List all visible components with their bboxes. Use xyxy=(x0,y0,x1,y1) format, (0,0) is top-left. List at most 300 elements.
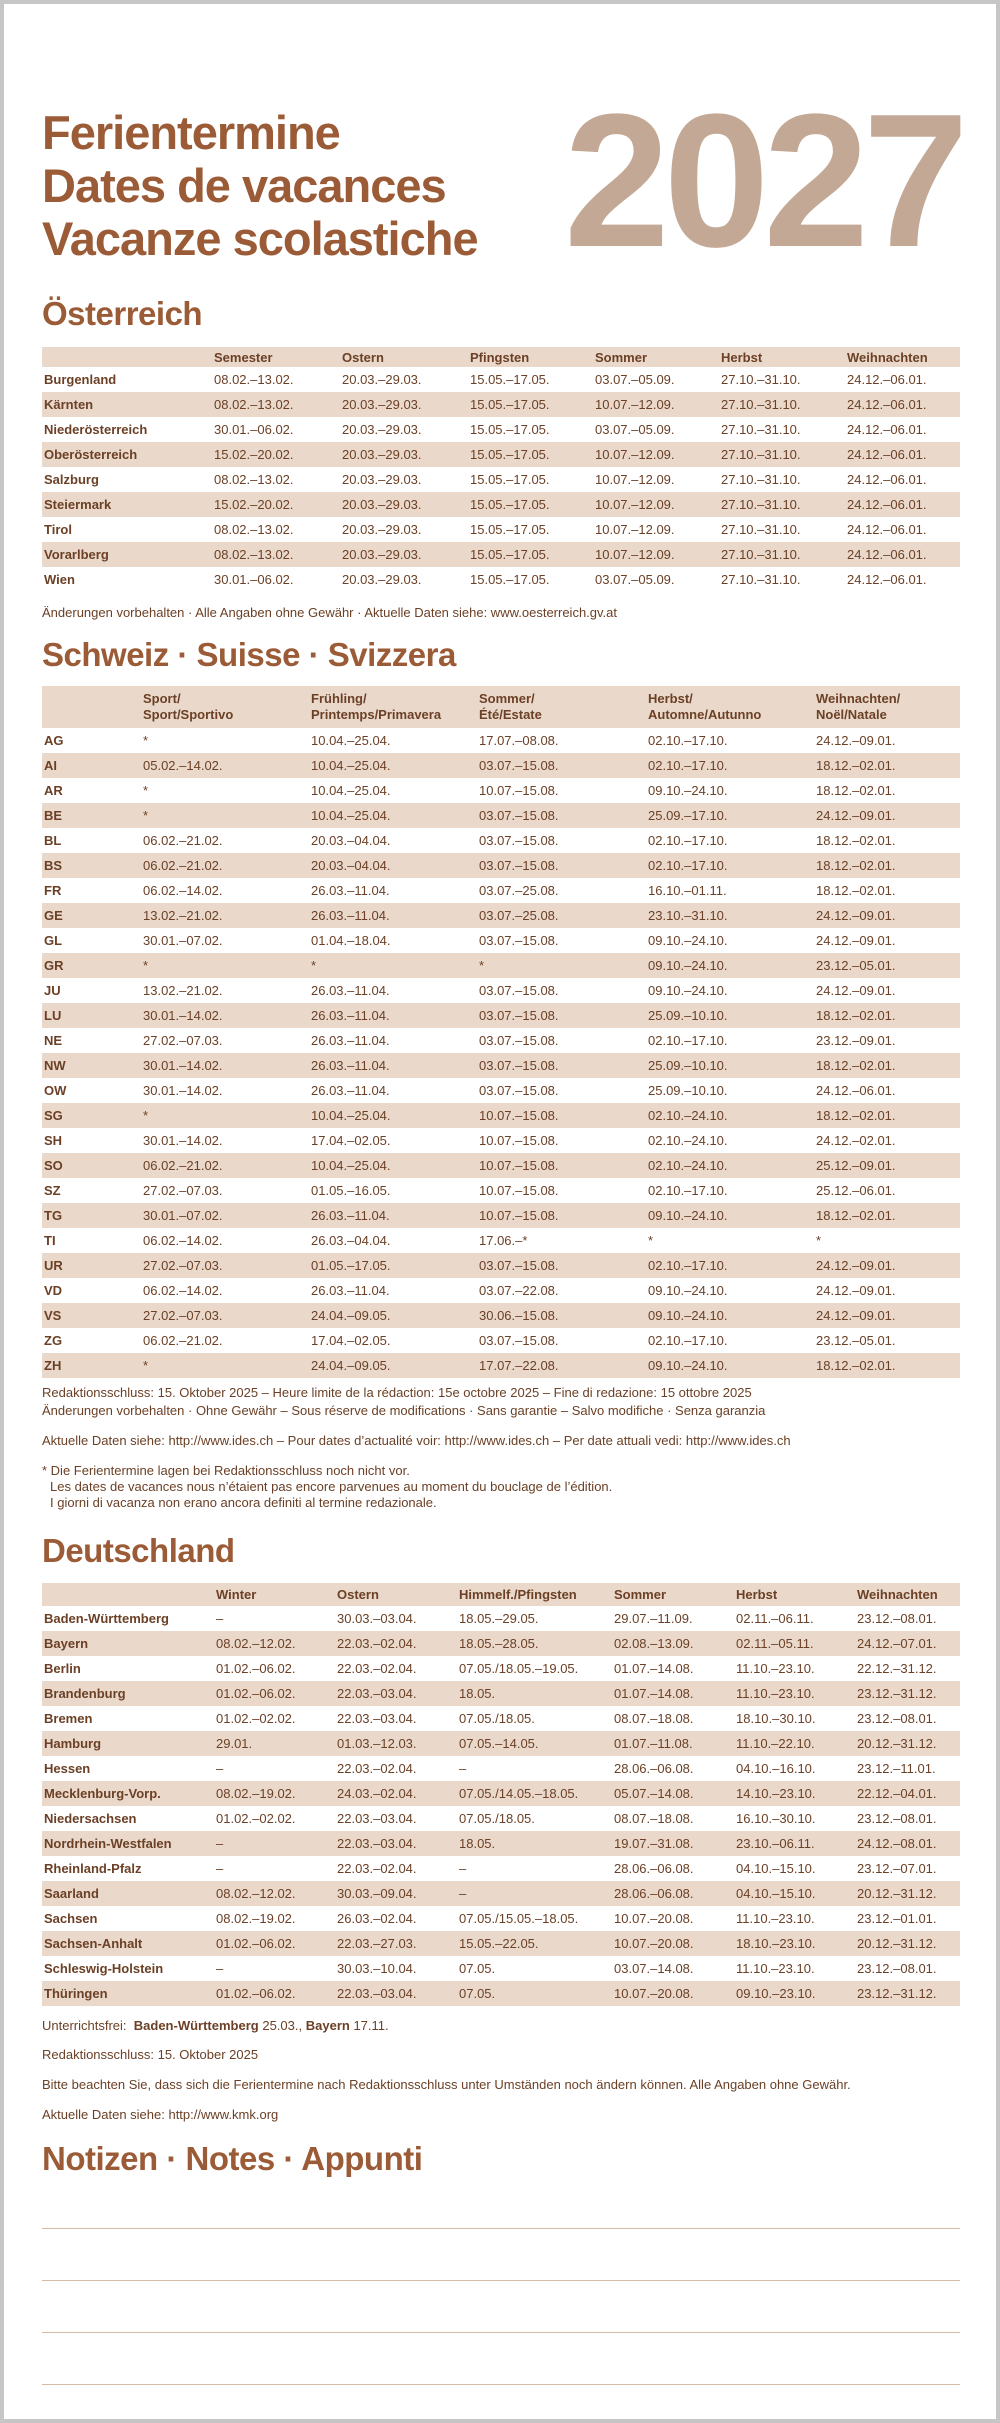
table-row xyxy=(42,1028,960,1053)
column-header-line: Sport/Sportivo xyxy=(143,707,234,722)
table-row xyxy=(42,978,960,1003)
date-cell: 03.07.–15.08. xyxy=(477,1003,646,1028)
date-cell: 11.10.–22.10. xyxy=(734,1731,855,1756)
column-header xyxy=(42,1583,214,1606)
table-row xyxy=(42,1178,960,1203)
date-cell: 26.03.–11.04. xyxy=(311,1283,390,1298)
date-cell: 03.07.–15.08. xyxy=(477,803,646,828)
region-name: BE xyxy=(42,803,141,828)
date-cell: 23.10.–31.10. xyxy=(646,903,814,928)
table-row xyxy=(42,928,960,953)
switzerland-note-deadline: Redaktionsschluss: 15. Oktober 2025 – Heure limite de la rédaction: 15e octobre 2025 – Fine di redazione: 15 ottobre 2025 xyxy=(42,1385,752,1400)
column-header-line: Été/Estate xyxy=(479,707,542,722)
date-cell: 25.09.–10.10. xyxy=(646,1053,814,1078)
table-row xyxy=(42,778,960,803)
date-cell: 27.10.–31.10. xyxy=(719,392,845,417)
table-header-row xyxy=(42,347,960,367)
date-cell: 10.04.–25.04. xyxy=(309,1103,477,1128)
date-cell: 27.02.–07.03. xyxy=(143,1183,223,1198)
date-cell: 07.05./18.05. xyxy=(459,1811,535,1826)
date-cell: 03.07.–05.09. xyxy=(595,422,675,437)
date-cell: 24.12.–09.01. xyxy=(814,1303,960,1328)
date-cell: 18.12.–02.01. xyxy=(816,833,896,848)
date-cell: 15.05.–17.05. xyxy=(468,442,593,467)
date-cell: 04.10.–15.10. xyxy=(734,1881,855,1906)
date-cell: 09.10.–24.10. xyxy=(648,783,728,798)
region-name: SH xyxy=(44,1133,63,1148)
date-cell: 28.06.–06.08. xyxy=(614,1861,694,1876)
date-cell: 03.07.–15.08. xyxy=(479,1333,559,1348)
column-header-line: Sommer/ xyxy=(479,691,535,706)
date-cell: 08.02.–13.02. xyxy=(214,372,294,387)
date-cell: 23.10.–06.11. xyxy=(734,1831,855,1856)
date-cell: 06.02.–21.02. xyxy=(141,1153,309,1178)
region-name: Berlin xyxy=(44,1661,81,1676)
date-cell: 01.04.–18.04. xyxy=(311,933,391,948)
calendar-page xyxy=(4,4,996,2419)
date-cell: 29.01. xyxy=(214,1731,335,1756)
date-cell: 18.12.–02.01. xyxy=(816,883,896,898)
germany-source: Aktuelle Daten siehe: http://www.kmk.org xyxy=(42,2107,279,2122)
date-cell: 24.12.–06.01. xyxy=(845,492,960,517)
date-cell: 09.10.–23.10. xyxy=(734,1981,855,2006)
date-cell: 24.12.–09.01. xyxy=(816,983,896,998)
date-cell: 18.12.–02.01. xyxy=(814,853,960,878)
region-name: Sachsen xyxy=(44,1911,98,1926)
column-header: Pfingsten xyxy=(468,347,593,367)
switzerland-table xyxy=(42,686,960,1378)
date-cell: 10.07.–20.08. xyxy=(612,1981,734,2006)
date-cell: 03.07.–22.08. xyxy=(479,1283,559,1298)
table-row xyxy=(42,803,960,828)
date-cell: 15.05.–22.05. xyxy=(457,1931,612,1956)
germany-redaktion: Redaktionsschluss: 15. Oktober 2025 xyxy=(42,2047,259,2062)
date-cell: 10.07.–12.09. xyxy=(593,542,719,567)
date-cell: 10.07.–15.08. xyxy=(477,1203,646,1228)
date-cell: 30.03.–09.04. xyxy=(335,1881,457,1906)
date-cell: 25.12.–06.01. xyxy=(816,1183,896,1198)
date-cell: 30.03.–10.04. xyxy=(337,1961,417,1976)
table-row xyxy=(42,1606,960,1631)
table-row xyxy=(42,1153,960,1178)
unterrichtsfrei-label: Unterrichtsfrei: xyxy=(42,2018,127,2033)
date-cell: 15.05.–17.05. xyxy=(470,422,550,437)
date-cell: 25.09.–10.10. xyxy=(646,1003,814,1028)
region-name: Mecklenburg-Vorp. xyxy=(42,1781,214,1806)
date-cell: 27.02.–07.03. xyxy=(141,1303,309,1328)
date-cell: 15.02.–20.02. xyxy=(212,442,340,467)
date-cell: 11.10.–23.10. xyxy=(736,1911,815,1926)
unterrichtsfrei-by: Bayern xyxy=(305,2018,350,2033)
date-cell: 02.08.–13.09. xyxy=(612,1631,734,1656)
column-header xyxy=(42,686,141,728)
date-cell: 07.05./15.05.–18.05. xyxy=(459,1911,579,1926)
date-cell: 08.02.–13.02. xyxy=(212,542,340,567)
column-header-line: Weihnachten/ xyxy=(816,691,901,706)
column-header: Winter xyxy=(214,1583,335,1606)
date-cell: 26.03.–11.04. xyxy=(309,903,477,928)
date-cell: 24.04.–09.05. xyxy=(309,1303,477,1328)
column-header xyxy=(477,686,646,728)
date-cell: 07.05. xyxy=(459,1961,496,1976)
date-cell: 23.12.–31.12. xyxy=(855,1681,960,1706)
date-cell: 07.05. xyxy=(457,1981,612,2006)
date-cell: 25.09.–17.10. xyxy=(646,803,814,828)
date-cell: 06.02.–14.02. xyxy=(143,1283,223,1298)
date-cell: 25.09.–10.10. xyxy=(648,1083,728,1098)
date-cell: 03.07.–14.08. xyxy=(614,1961,694,1976)
date-cell: 08.07.–18.08. xyxy=(614,1811,694,1826)
date-cell: 08.02.–12.02. xyxy=(214,1881,335,1906)
date-cell: 23.12.–08.01. xyxy=(857,1611,937,1626)
region-name: Kärnten xyxy=(42,392,212,417)
column-header xyxy=(42,347,212,367)
date-cell: 23.12.–11.01. xyxy=(857,1761,936,1776)
table-row xyxy=(42,753,960,778)
date-cell: 07.05.–14.05. xyxy=(457,1731,612,1756)
date-cell: 28.06.–06.08. xyxy=(612,1881,734,1906)
region-name: Salzburg xyxy=(44,472,99,487)
date-cell: 03.07.–25.08. xyxy=(477,903,646,928)
table-row xyxy=(42,1631,960,1656)
date-cell: 08.02.–12.02. xyxy=(214,1631,335,1656)
date-cell: 20.03.–29.03. xyxy=(342,472,422,487)
column-header xyxy=(814,686,960,728)
date-cell: 16.10.–01.11. xyxy=(648,883,727,898)
date-cell: * xyxy=(141,953,309,978)
date-cell: 06.02.–21.02. xyxy=(143,1333,223,1348)
date-cell: 09.10.–24.10. xyxy=(648,983,728,998)
region-name: FR xyxy=(44,883,62,898)
date-cell: 02.10.–17.10. xyxy=(648,1333,728,1348)
date-cell: 18.12.–02.01. xyxy=(814,1103,960,1128)
table-header-row xyxy=(42,686,960,728)
date-cell: 20.12.–31.12. xyxy=(855,1931,960,1956)
unterrichtsfrei-bw-date: 25.03., xyxy=(262,2018,303,2033)
date-cell: 17.04.–02.05. xyxy=(311,1133,391,1148)
date-cell: 27.10.–31.10. xyxy=(721,422,801,437)
date-cell: 30.03.–03.04. xyxy=(337,1611,417,1626)
date-cell: 30.01.–14.02. xyxy=(141,1003,309,1028)
date-cell: 03.07.–15.08. xyxy=(479,983,559,998)
date-cell: 11.10.–23.10. xyxy=(736,1961,815,1976)
date-cell: 20.03.–29.03. xyxy=(340,442,468,467)
date-cell: 24.12.–07.01. xyxy=(855,1631,960,1656)
region-name: Nordrhein-Westfalen xyxy=(42,1831,214,1856)
date-cell: 24.12.–08.01. xyxy=(855,1831,960,1856)
date-cell: 30.01.–06.02. xyxy=(214,572,294,587)
date-cell: 24.12.–09.01. xyxy=(814,1253,960,1278)
column-header: Weihnachten xyxy=(855,1583,960,1606)
date-cell: * xyxy=(143,783,149,798)
title-french: Dates de vacances xyxy=(42,159,446,212)
date-cell: 24.12.–06.01. xyxy=(847,522,927,537)
date-cell: 01.02.–06.02. xyxy=(214,1931,335,1956)
date-cell: 22.03.–03.04. xyxy=(335,1831,457,1856)
date-cell: 27.02.–07.03. xyxy=(141,1253,309,1278)
date-cell: 27.10.–31.10. xyxy=(719,442,845,467)
germany-table xyxy=(42,1583,960,2006)
date-cell: 02.10.–17.10. xyxy=(648,833,728,848)
table-row xyxy=(42,1656,960,1681)
date-cell: 19.07.–31.08. xyxy=(612,1831,734,1856)
date-cell: 24.12.–06.01. xyxy=(847,572,927,587)
switzerland-note-disclaimer: Änderungen vorbehalten · Ohne Gewähr – Sous réserve de modifications · Sans garantie – Salvo modifiche · Senza garanzia xyxy=(42,1403,766,1418)
table-row xyxy=(42,567,960,592)
table-row xyxy=(42,1931,960,1956)
date-cell: 20.03.–04.04. xyxy=(309,853,477,878)
table-row xyxy=(42,1981,960,2006)
date-cell: 06.02.–21.02. xyxy=(143,833,223,848)
date-cell: 24.04.–09.05. xyxy=(309,1353,477,1378)
section-title-germany: Deutschland xyxy=(42,1532,235,1569)
table-row xyxy=(42,853,960,878)
date-cell: 08.02.–13.02. xyxy=(214,472,294,487)
region-name: Oberösterreich xyxy=(42,442,212,467)
region-name: BL xyxy=(44,833,62,848)
table-row xyxy=(42,1328,960,1353)
date-cell: 26.03.–11.04. xyxy=(309,1053,477,1078)
date-cell: 03.07.–15.08. xyxy=(477,1253,646,1278)
column-header: Ostern xyxy=(335,1583,457,1606)
date-cell: 01.07.–11.08. xyxy=(612,1731,734,1756)
region-name: SZ xyxy=(44,1183,61,1198)
region-name: Steiermark xyxy=(42,492,212,517)
date-cell: 30.01.–07.02. xyxy=(143,933,223,948)
date-cell: * xyxy=(143,733,149,748)
date-cell: 18.05.–28.05. xyxy=(457,1631,612,1656)
column-header: Herbst xyxy=(734,1583,855,1606)
date-cell: 01.02.–02.02. xyxy=(216,1811,296,1826)
note-line xyxy=(42,2332,960,2333)
date-cell: 18.12.–02.01. xyxy=(814,1003,960,1028)
region-name: AG xyxy=(44,733,64,748)
date-cell: 22.03.–02.04. xyxy=(335,1631,457,1656)
column-header: Weihnachten xyxy=(845,347,960,367)
region-name: Niederösterreich xyxy=(44,422,148,437)
region-name: AR xyxy=(44,783,63,798)
column-header xyxy=(646,686,814,728)
region-name: Tirol xyxy=(44,522,72,537)
date-cell: 09.10.–24.10. xyxy=(646,1303,814,1328)
date-cell: 11.10.–23.10. xyxy=(734,1681,855,1706)
region-name: AI xyxy=(42,753,141,778)
date-cell: 14.10.–23.10. xyxy=(734,1781,855,1806)
date-cell: 26.03.–04.04. xyxy=(311,1233,391,1248)
date-cell: 15.05.–17.05. xyxy=(468,392,593,417)
date-cell: 18.10.–23.10. xyxy=(734,1931,855,1956)
table-row xyxy=(42,1781,960,1806)
date-cell: 24.12.–06.01. xyxy=(845,392,960,417)
table-row xyxy=(42,1003,960,1028)
date-cell: 02.10.–24.10. xyxy=(646,1103,814,1128)
date-cell: 01.05.–17.05. xyxy=(309,1253,477,1278)
date-cell: 23.12.–05.01. xyxy=(816,1333,896,1348)
date-cell: 18.12.–02.01. xyxy=(814,753,960,778)
date-cell: 02.10.–17.10. xyxy=(646,1253,814,1278)
date-cell: 22.03.–02.04. xyxy=(337,1661,417,1676)
date-cell: 24.12.–06.01. xyxy=(847,372,927,387)
date-cell: 22.12.–31.12. xyxy=(857,1661,937,1676)
table-row xyxy=(42,1856,960,1881)
date-cell: 08.07.–18.08. xyxy=(614,1711,694,1726)
date-cell: 03.07.–05.09. xyxy=(595,572,675,587)
date-cell: 20.03.–29.03. xyxy=(340,542,468,567)
date-cell: 20.03.–04.04. xyxy=(311,833,391,848)
date-cell: 10.07.–15.08. xyxy=(479,1133,559,1148)
date-cell: 01.02.–02.02. xyxy=(216,1711,296,1726)
region-name: Wien xyxy=(44,572,75,587)
date-cell: 13.02.–21.02. xyxy=(143,983,223,998)
date-cell: 18.05. xyxy=(457,1831,612,1856)
date-cell: 01.02.–06.02. xyxy=(214,1981,335,2006)
date-cell: 24.12.–09.01. xyxy=(816,733,896,748)
date-cell: 23.12.–01.01. xyxy=(857,1911,937,1926)
table-row xyxy=(42,1053,960,1078)
date-cell: 24.12.–09.01. xyxy=(814,903,960,928)
date-cell: 20.03.–29.03. xyxy=(342,522,422,537)
table-row xyxy=(42,903,960,928)
date-cell: 15.02.–20.02. xyxy=(212,492,340,517)
region-name: GL xyxy=(44,933,63,948)
date-cell: 18.12.–02.01. xyxy=(816,783,896,798)
date-cell: 10.07.–12.09. xyxy=(593,442,719,467)
date-cell: 16.10.–30.10. xyxy=(736,1811,816,1826)
date-cell: * xyxy=(816,1233,822,1248)
date-cell: * xyxy=(477,953,646,978)
region-name: Hessen xyxy=(44,1761,91,1776)
table-row xyxy=(42,492,960,517)
date-cell: 15.05.–17.05. xyxy=(470,522,550,537)
date-cell: 22.03.–03.04. xyxy=(335,1681,457,1706)
region-name: OW xyxy=(44,1083,67,1098)
date-cell: 20.03.–29.03. xyxy=(342,572,422,587)
date-cell: 04.10.–15.10. xyxy=(736,1861,816,1876)
date-cell: 15.05.–17.05. xyxy=(470,372,550,387)
region-name: JU xyxy=(44,983,61,998)
region-name: NW xyxy=(42,1053,141,1078)
date-cell: 10.04.–25.04. xyxy=(309,1153,477,1178)
date-cell: 02.11.–06.11. xyxy=(736,1611,814,1626)
table-row xyxy=(42,517,960,542)
unterrichtsfrei-by-date: 17.11. xyxy=(353,2018,389,2033)
date-cell: 03.07.–15.08. xyxy=(479,833,559,848)
table-row xyxy=(42,1078,960,1103)
date-cell: 18.12.–02.01. xyxy=(814,1053,960,1078)
date-cell: 03.07.–15.08. xyxy=(479,1083,559,1098)
date-cell: 02.10.–17.10. xyxy=(646,853,814,878)
table-row xyxy=(42,953,960,978)
date-cell: 20.03.–29.03. xyxy=(342,372,422,387)
table-row xyxy=(42,1103,960,1128)
region-name: Baden-Württemberg xyxy=(44,1611,169,1626)
date-cell: 10.07.–20.08. xyxy=(614,1911,694,1926)
table-header-row xyxy=(42,1583,960,1606)
region-name: TG xyxy=(42,1203,141,1228)
date-cell: 10.07.–15.08. xyxy=(477,1153,646,1178)
table-row xyxy=(42,1203,960,1228)
note-line xyxy=(42,2384,960,2385)
region-name: SO xyxy=(42,1153,141,1178)
date-cell: 03.07.–15.08. xyxy=(477,853,646,878)
footnote-line-it: I giorni di vacanza non erano ancora definiti al termine redazionale. xyxy=(50,1495,437,1510)
date-cell: 20.03.–29.03. xyxy=(340,392,468,417)
date-cell: 18.10.–30.10. xyxy=(736,1711,816,1726)
region-name: Niedersachsen xyxy=(44,1811,137,1826)
region-name: GE xyxy=(42,903,141,928)
table-row xyxy=(42,828,960,853)
date-cell: 18.12.–02.01. xyxy=(814,1203,960,1228)
date-cell: 22.03.–03.04. xyxy=(337,1811,417,1826)
date-cell: 15.05.–17.05. xyxy=(470,472,550,487)
date-cell: 03.07.–25.08. xyxy=(479,883,559,898)
date-cell: 09.10.–24.10. xyxy=(646,1353,814,1378)
date-cell: 17.07.–08.08. xyxy=(479,733,559,748)
date-cell: 24.03.–02.04. xyxy=(335,1781,457,1806)
date-cell: – xyxy=(216,1961,224,1976)
date-cell: 03.07.–15.08. xyxy=(479,1033,559,1048)
date-cell: 23.12.–31.12. xyxy=(855,1981,960,2006)
date-cell: 20.12.–31.12. xyxy=(855,1731,960,1756)
region-name: GR xyxy=(42,953,141,978)
table-row xyxy=(42,467,960,492)
date-cell: 10.07.–15.08. xyxy=(477,1103,646,1128)
region-name: Rheinland-Pfalz xyxy=(44,1861,142,1876)
date-cell: 18.05. xyxy=(457,1681,612,1706)
region-name: Sachsen-Anhalt xyxy=(42,1931,214,1956)
date-cell: 10.04.–25.04. xyxy=(309,753,477,778)
date-cell: 01.02.–06.02. xyxy=(214,1681,335,1706)
region-name: TI xyxy=(44,1233,56,1248)
region-name: ZH xyxy=(42,1353,141,1378)
year-number: 2027 xyxy=(564,75,963,287)
date-cell: 15.05.–17.05. xyxy=(468,492,593,517)
date-cell: 26.03.–11.04. xyxy=(311,1083,390,1098)
date-cell: 30.01.–07.02. xyxy=(141,1203,309,1228)
table-row xyxy=(42,1956,960,1981)
date-cell: 08.02.–19.02. xyxy=(216,1911,296,1926)
column-header: Himmelf./Pfingsten xyxy=(457,1583,612,1606)
date-cell: 27.02.–07.03. xyxy=(143,1033,223,1048)
table-row xyxy=(42,1806,960,1831)
date-cell: 24.12.–06.01. xyxy=(845,542,960,567)
date-cell: 22.03.–27.03. xyxy=(335,1931,457,1956)
date-cell: 01.03.–12.03. xyxy=(335,1731,457,1756)
germany-unterrichtsfrei xyxy=(42,2017,389,2034)
region-name: Hamburg xyxy=(42,1731,214,1756)
column-header-line: Frühling/ xyxy=(311,691,367,706)
column-header: Semester xyxy=(212,347,340,367)
date-cell: 10.07.–15.08. xyxy=(479,1183,559,1198)
date-cell: 26.03.–11.04. xyxy=(309,1003,477,1028)
region-name: UR xyxy=(42,1253,141,1278)
date-cell: 20.12.–31.12. xyxy=(855,1881,960,1906)
germany-hint: Bitte beachten Sie, dass sich die Ferientermine nach Redaktionsschluss unter Umständen noch ändern können. Alle Angaben ohne Gewähr. xyxy=(42,2077,851,2092)
footnote-line-de: * Die Ferientermine lagen bei Redaktionsschluss noch nicht vor. xyxy=(42,1463,410,1478)
date-cell: 23.12.–08.01. xyxy=(857,1711,937,1726)
date-cell: 27.10.–31.10. xyxy=(719,492,845,517)
date-cell: 22.03.–02.04. xyxy=(337,1761,417,1776)
date-cell: 26.03.–11.04. xyxy=(311,883,390,898)
date-cell: 02.10.–24.10. xyxy=(646,1153,814,1178)
date-cell: 30.01.–06.02. xyxy=(214,422,294,437)
region-name: Bremen xyxy=(44,1711,93,1726)
table-row xyxy=(42,392,960,417)
column-header-line: Sport/ xyxy=(143,691,181,706)
date-cell: 27.10.–31.10. xyxy=(721,522,801,537)
date-cell: 04.10.–16.10. xyxy=(736,1761,816,1776)
date-cell: 02.10.–24.10. xyxy=(648,1133,728,1148)
